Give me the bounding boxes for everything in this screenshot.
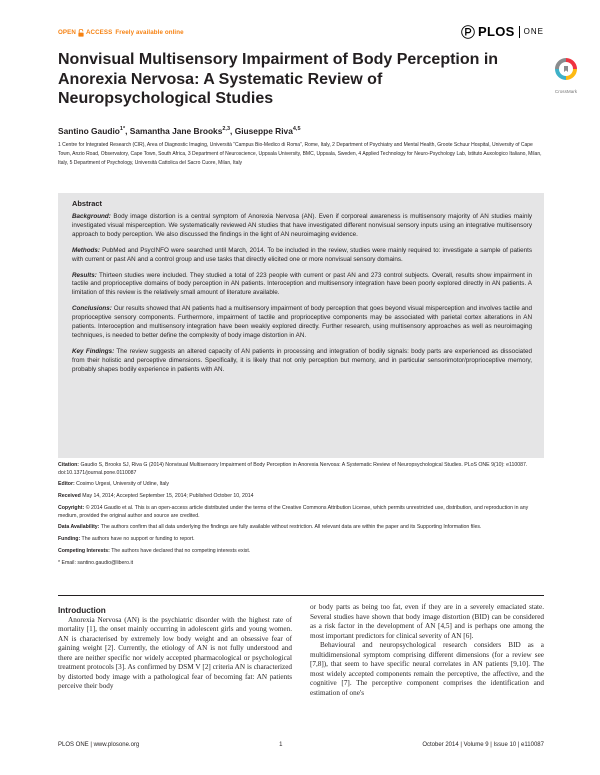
meta-text: © 2014 Gaudio et al. This is an open-access article distributed under the terms of the Creative Commons Attribution License, which permits unrestricted use, distribution, and reproduction in any medium, provided the original author and source are credited. xyxy=(58,504,529,519)
section-text: PubMed and PsycINFO were searched until March, 2014. To be included in the review, studies were mainly required to: investigate a sample of patients with current or past AN and a control group and use tasks that directly elicited one or more nonvisual sensory domains. xyxy=(72,246,533,263)
introduction-heading: Introduction xyxy=(58,606,106,615)
author-list xyxy=(58,126,301,136)
journal-sub: ONE xyxy=(523,27,544,36)
section-text: Thirteen studies were included. They studied a total of 223 people with current or past AN and 273 control subjects. Overall, results show impairment in tactile and proprioceptive domains of body perception in AN patients. Interoception and multisensory integration have been poorly explored directly in AN patients. A limitation of this review is the relatively small amount of literature available. xyxy=(72,271,532,297)
journal-logo xyxy=(461,24,544,39)
abstract-methods xyxy=(72,247,532,265)
section-label: Conclusions: xyxy=(72,305,112,313)
meta-label: Competing Interests: xyxy=(58,547,110,554)
access-label: ACCESS xyxy=(85,29,113,36)
article-title: Nonvisual Multisensory Impairment of Body Perception in Anorexia Nervosa: A Systematic Review of Neuropsychological Studies xyxy=(58,51,499,107)
meta-text: The authors have no support or funding to report. xyxy=(81,536,195,543)
funding xyxy=(58,536,544,544)
page-number: 1 xyxy=(279,742,283,748)
open-lock-icon xyxy=(78,29,84,36)
author-separator: , xyxy=(230,126,235,136)
author-name: Giuseppe Riva xyxy=(234,126,293,136)
abstract-heading: Abstract xyxy=(72,199,102,208)
crossmark-icon xyxy=(554,57,578,83)
author-separator: , xyxy=(125,126,130,136)
body-column-right xyxy=(310,603,544,698)
abstract-box xyxy=(58,193,544,458)
meta-text: May 14, 2014; Accepted September 15, 2014; Published October 10, 2014 xyxy=(82,493,254,500)
author-affiliation-marker: 4,5 xyxy=(292,126,301,133)
body-paragraph: Behavioural and neuropsychological research considers BID as a multidimensional symptom comprising different dimensions (for a review see [7,8]), that seem to have specific neural correlates in AN patients [9,10]. The most widely accepted components remain the perceptive, the affective, and the cognitive [7]. The perceptive component comprises the identification and estimation of one's xyxy=(310,641,544,697)
freely-available-label: Freely available online xyxy=(115,29,184,36)
body-paragraph: Anorexia Nervosa (AN) is the psychiatric disorder with the highest rate of mortality [1], the onset mainly occurring in adolescent girls and young women. AN is characterised by extremely low body weight and an obsessive fear of gaining weight [2]. Currently, the etiology of AN is not fully understood and there are neither specific nor widely accepted pharmacological or psychological treatment protocols [3]. As confirmed by DSM V [2] criteria AN is characterized by distorted body image with a pathological fear of becoming fat: AN patients perceive their body xyxy=(58,615,292,690)
meta-text: Cosimo Urgesi, University of Udine, Italy xyxy=(76,481,169,488)
abstract-key-findings xyxy=(72,348,532,375)
meta-label: Copyright: xyxy=(58,504,85,511)
journal-header xyxy=(58,26,544,42)
section-text: Our results showed that AN patients had a multisensory impairment of body perception that goes beyond visual misperception and involves tactile and proprioceptive sensory components. Furthermore, impairment of tactile and proprioceptive components may be associated with parietal cortex alterations in AN patients. Interoception and multisensory integration have been weakly explored directly. Further research, using multisensory approaches as well as neuroimaging techniques, is needed to better define the complexity of body image distortion in AN. xyxy=(72,305,533,339)
meta-text: The authors confirm that all data underlying the findings are fully available without restriction. All relevant data are within the paper and its Supporting Information files. xyxy=(100,524,482,531)
body-column-left xyxy=(58,606,292,692)
open-label: OPEN xyxy=(58,29,76,36)
section-text: The review suggests an altered capacity of AN patients in processing and integration of bodily signals: body parts are experienced as dissociated from their holistic and perceptive dimensions. Specifically, it is likely that not only perception but memory, and in particular sensorimotor/proprioceptive memory, probably shapes bodily experience in patients with AN. xyxy=(72,347,532,373)
footer-issue: October 2014 | Volume 9 | Issue 10 | e110087 xyxy=(422,742,544,748)
open-access-badge xyxy=(58,29,184,36)
author-name: Samantha Jane Brooks xyxy=(129,126,223,136)
meta-label: * xyxy=(58,559,61,566)
competing-interests xyxy=(58,548,544,556)
crossmark-badge[interactable] xyxy=(546,57,586,94)
journal-brand: PLOS xyxy=(478,24,515,39)
corresponding-email xyxy=(58,560,544,568)
section-label: Results: xyxy=(72,271,97,279)
section-label: Key Findings: xyxy=(72,347,115,355)
abstract-results xyxy=(72,272,532,299)
copyright xyxy=(58,505,544,520)
section-label: Methods: xyxy=(72,246,100,254)
page-footer xyxy=(58,742,544,748)
body-paragraph: or body parts as being too fat, even if they are in a severely emaciated state. Several studies have shown that body image distortion (BID) can be considered as a risk factor in the development of AN [4,5] and is perhaps one among the most important predictors for clinical severity of AN [6]. xyxy=(310,603,544,640)
footer-journal: PLOS ONE | www.plosone.org xyxy=(58,742,140,748)
affiliations: 1 Centre for Integrated Research (CIR), Area of Diagnostic Imaging, Università “Campus Bio-Medico di Roma”, Rome, Italy, 2 Department of Psychiatry and Mental Health, Groote Schuur Hospital, University of Cape Town, Anzio Road, Observatory, Cape Town, South Africa, 3 Department of Neuroscience, Uppsala University, BMC, Uppsala, Sweden, 4 Applied Technology for Neuro-Psychology Lab, Istituto Auxologico Italiano, Milan, Italy, 5 Department of Psychology, Università Cattolica del Sacro Cuore, Milan, Italy xyxy=(58,142,542,166)
author-affiliation-marker: 2,3 xyxy=(222,126,231,133)
meta-text: Gaudio S, Brooks SJ, Riva G (2014) Nonvisual Multisensory Impairment of Body Perception in Anorexia Nervosa: A Systematic Review of Neuropsychological Studies. PLoS ONE 9(10): e110087. doi:10.1371/journal.pone.0110087 xyxy=(58,462,528,476)
author-name: Santino Gaudio xyxy=(58,126,120,136)
author-affiliation-marker: 1* xyxy=(119,126,126,133)
meta-label: Funding: xyxy=(58,536,81,543)
meta-label: Citation: xyxy=(58,462,80,468)
article-metadata xyxy=(58,462,544,571)
meta-label: Editor: xyxy=(58,481,75,488)
plos-logo-icon xyxy=(461,25,475,39)
meta-text: Email: santino.gaudio@libero.it xyxy=(61,559,134,566)
editor xyxy=(58,481,544,489)
citation xyxy=(58,462,544,477)
section-label: Background: xyxy=(72,213,111,220)
section-divider xyxy=(58,595,544,596)
crossmark-label: CrossMark xyxy=(554,89,578,94)
abstract-conclusions xyxy=(72,305,532,341)
data-availability xyxy=(58,524,544,532)
meta-label: Received xyxy=(58,493,81,500)
abstract-background xyxy=(72,213,532,240)
section-text: Body image distortion is a central symptom of Anorexia Nervosa (AN). Even if corporeal awareness is multisensory majority of AN studies mainly investigated visual misperception. We systematically reviewed AN studies that have investigated different nonvisual sensory inputs using an integrative multisensory approach to body perception. We also discussed the findings in the light of AN neuroimaging evidence. xyxy=(72,213,532,238)
dates xyxy=(58,493,544,501)
meta-label: Data Availability: xyxy=(58,524,100,531)
logo-divider xyxy=(519,26,520,38)
meta-text: The authors have declared that no competing interests exist. xyxy=(111,547,251,554)
